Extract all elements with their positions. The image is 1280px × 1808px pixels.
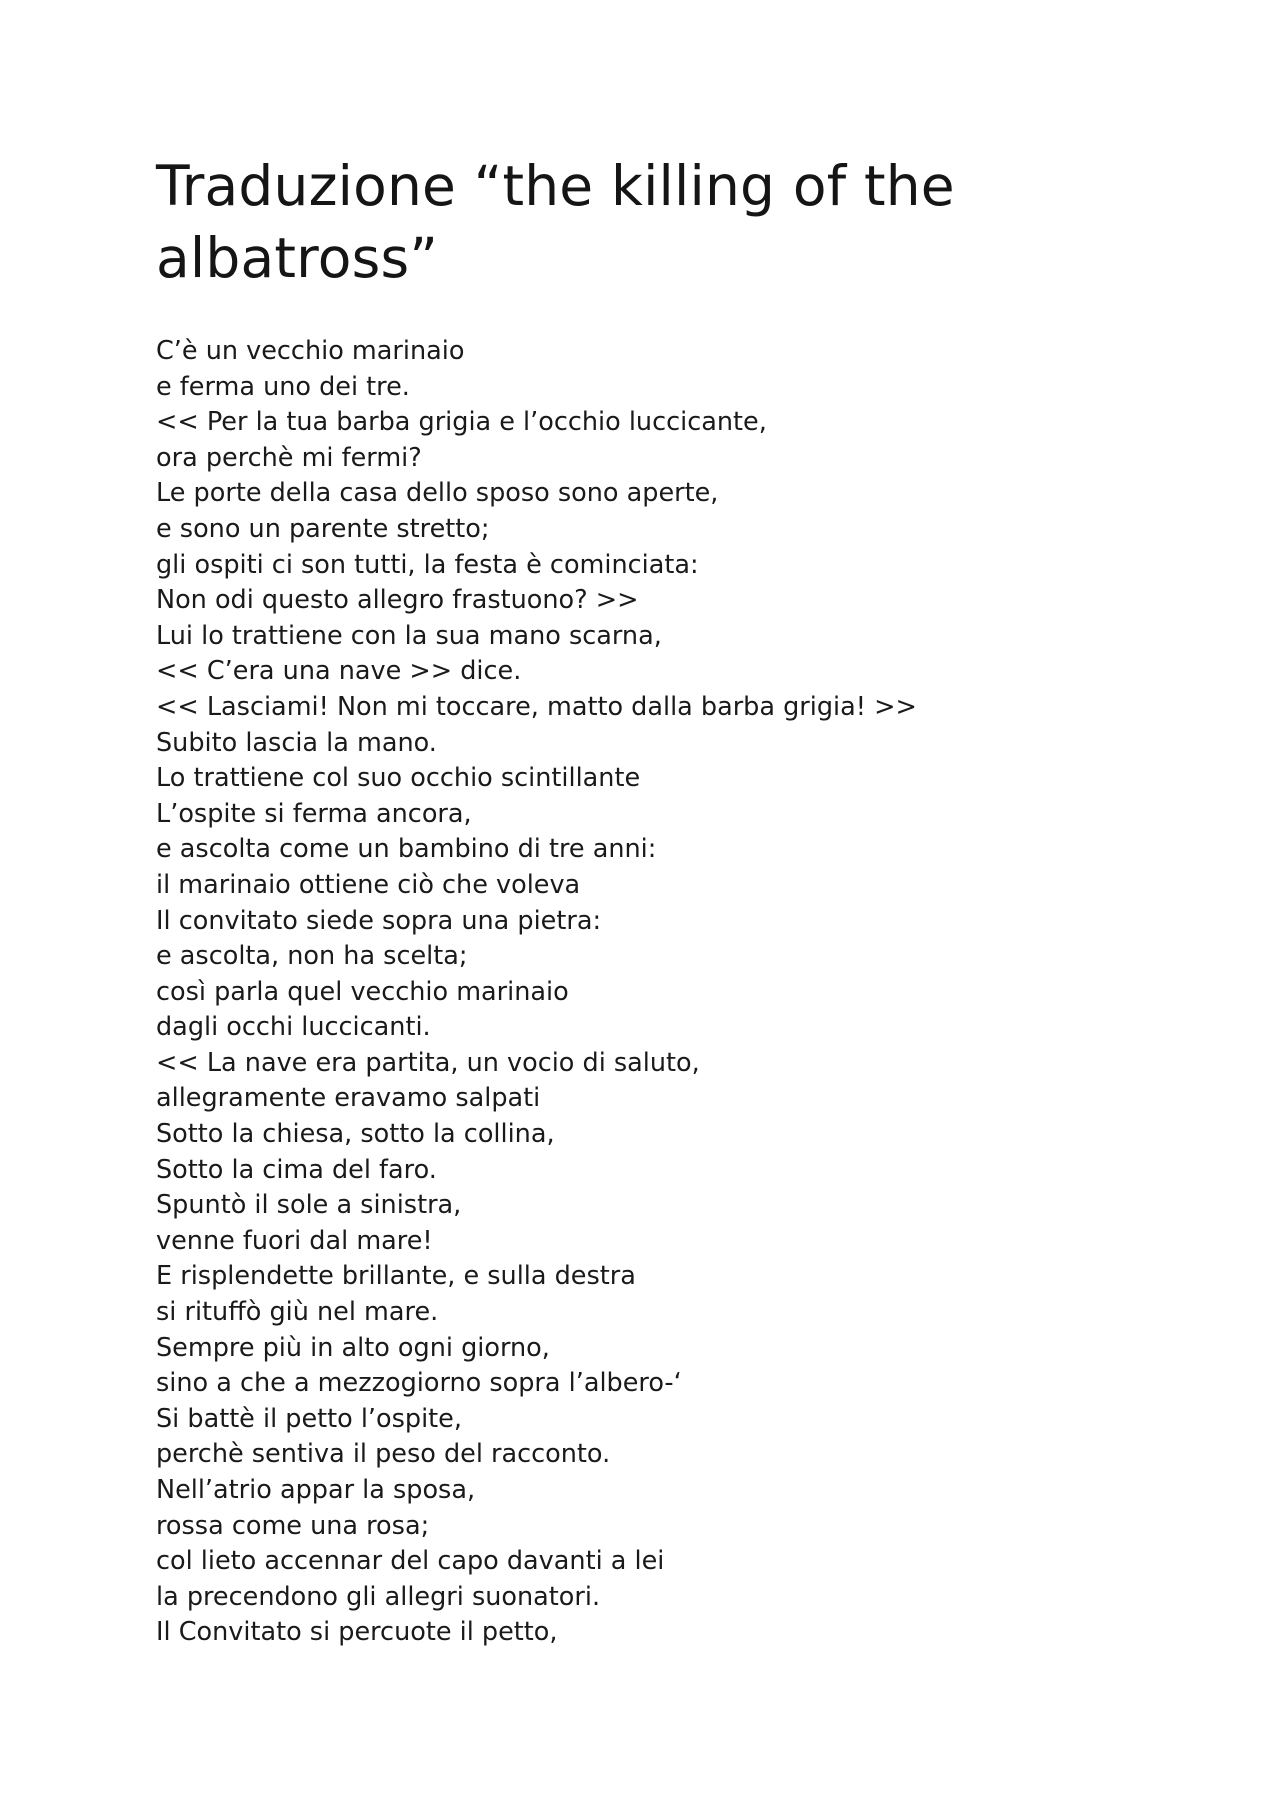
poem-line: Subito lascia la mano.	[156, 727, 437, 758]
poem-line: Sotto la cima del faro.	[156, 1154, 437, 1185]
poem-line: venne fuori dal mare!	[156, 1225, 433, 1256]
poem-line: Il Convitato si percuote il petto,	[156, 1617, 558, 1648]
poem-line: la precendono gli allegri suonatori.	[156, 1581, 601, 1612]
poem-line: << La nave era partita, un vocio di saluto,	[156, 1047, 700, 1078]
poem-line: allegramente eravamo salpati	[156, 1083, 541, 1114]
poem-line: Le porte della casa dello sposo sono aperte,	[156, 478, 719, 509]
poem-line: << C’era una nave >> dice.	[156, 656, 522, 687]
poem-line: Il convitato siede sopra una pietra:	[156, 905, 602, 936]
poem-line: Sempre più in alto ogni giorno,	[156, 1332, 550, 1363]
poem-line: dagli occhi luccicanti.	[156, 1012, 431, 1043]
poem-line: gli ospiti ci son tutti, la festa è cominciata:	[156, 549, 699, 580]
poem-line: e sono un parente stretto;	[156, 513, 490, 544]
document-title: Traduzione “the killing of the albatross”	[156, 154, 955, 290]
poem-line: << Lasciami! Non mi toccare, matto dalla barba grigia! >>	[156, 691, 917, 722]
poem-line: e ascolta, non ha scelta;	[156, 941, 468, 972]
poem-line: Lui lo trattiene con la sua mano scarna,	[156, 620, 662, 651]
poem-line: L’ospite si ferma ancora,	[156, 798, 472, 829]
poem-line: Nell’atrio appar la sposa,	[156, 1475, 476, 1505]
poem-line: C’è un vecchio marinaio	[156, 336, 465, 366]
poem-line: col lieto accennar del capo davanti a lei	[156, 1546, 665, 1577]
poem-line: così parla quel vecchio marinaio	[156, 976, 569, 1007]
poem-line: rossa come una rosa;	[156, 1510, 430, 1541]
poem-line: sino a che a mezzogiorno sopra l’albero-‘	[156, 1368, 682, 1399]
poem-line: e ferma uno dei tre.	[156, 371, 410, 402]
poem-line: Sotto la chiesa, sotto la collina,	[156, 1119, 555, 1150]
poem-line: Si battè il petto l’ospite,	[156, 1403, 462, 1434]
poem-line: e ascolta come un bambino di tre anni:	[156, 834, 657, 865]
poem-line: E risplendette brillante, e sulla destra	[156, 1261, 636, 1292]
poem-line: Non odi questo allegro frastuono? >>	[156, 585, 639, 616]
poem-line: si rituffò giù nel mare.	[156, 1297, 439, 1328]
poem-line: Lo trattiene col suo occhio scintillante	[156, 763, 641, 794]
poem-line: il marinaio ottiene ciò che voleva	[156, 869, 581, 900]
poem-line: Spuntò il sole a sinistra,	[156, 1190, 462, 1221]
poem-text	[156, 334, 1206, 1651]
poem-line: perchè sentiva il peso del racconto.	[156, 1439, 611, 1470]
poem-line: ora perchè mi fermi?	[156, 442, 422, 473]
poem-line: << Per la tua barba grigia e l’occhio luccicante,	[156, 407, 767, 438]
